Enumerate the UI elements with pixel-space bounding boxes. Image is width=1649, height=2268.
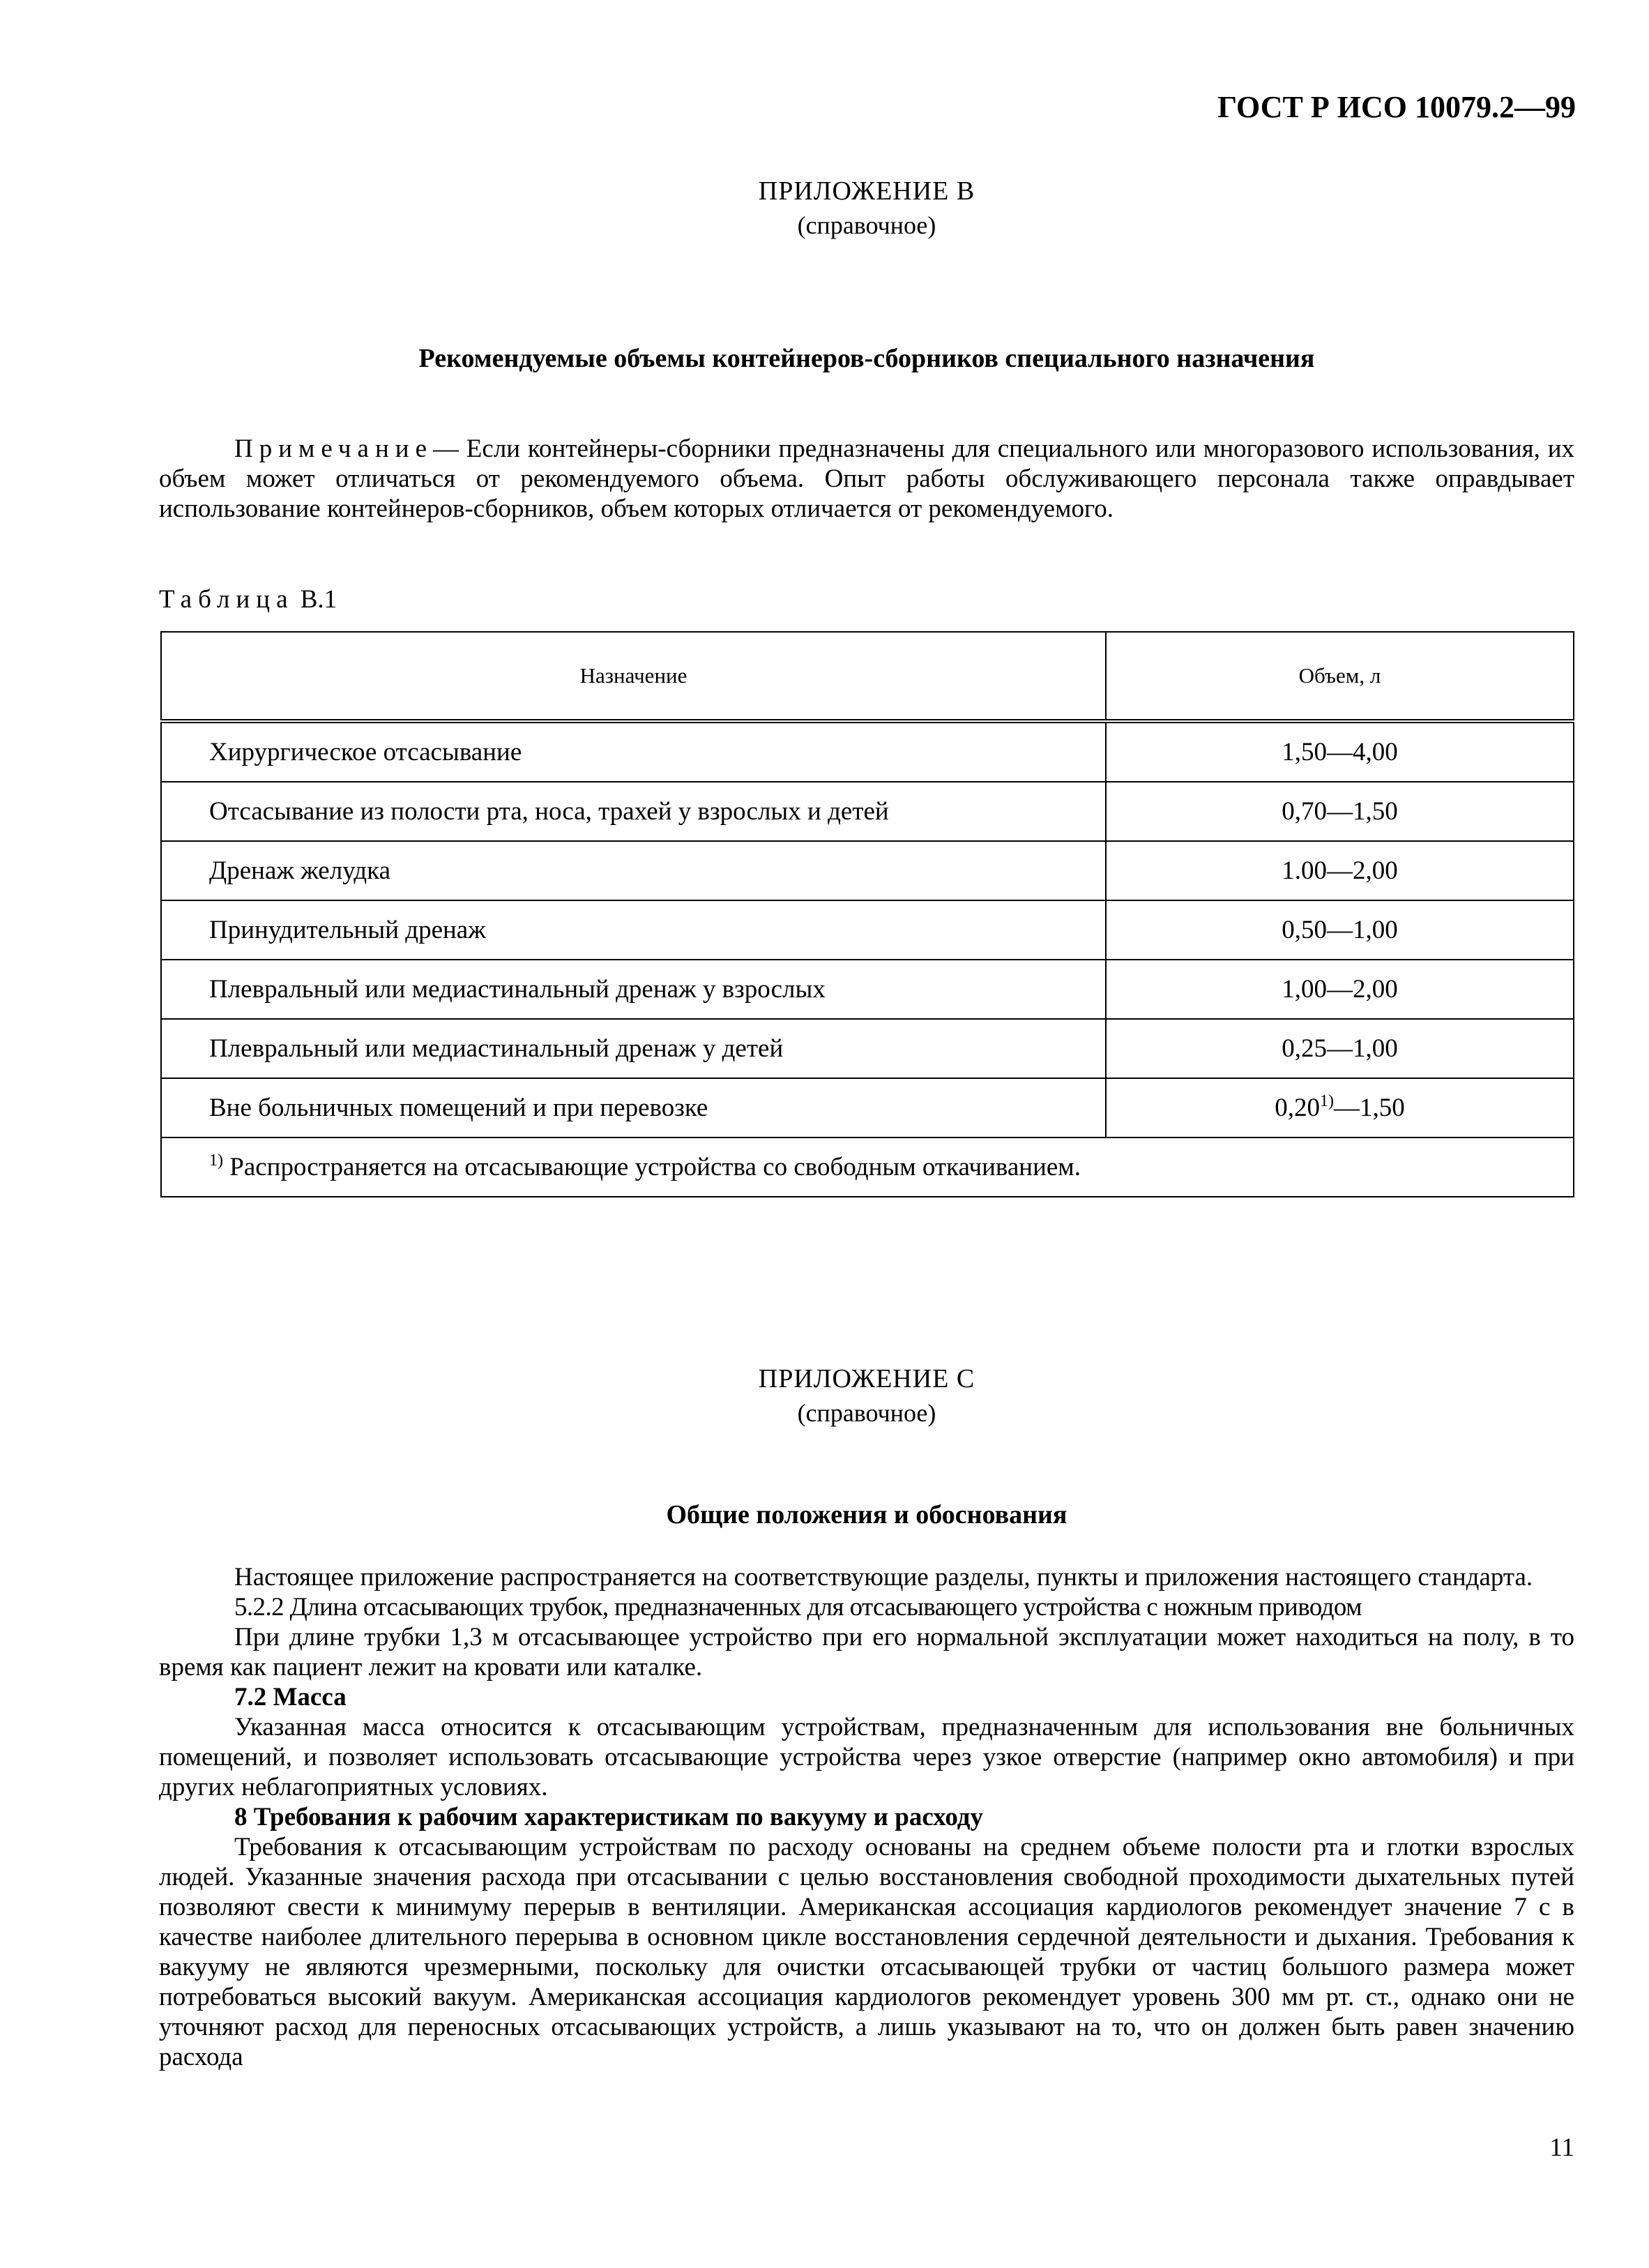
table-label (159, 584, 337, 614)
table-row (161, 960, 1574, 1019)
table-row (161, 841, 1574, 900)
cell-volume: 0,70—1,50 (1106, 782, 1574, 841)
cell-volume (1106, 1078, 1574, 1137)
volume-min: 0,20 (1275, 1094, 1320, 1122)
section-8-text: Требования к отсасывающим устройствам по расходу основаны на среднем объеме полости рта и глотки взрослых людей. Указанные значения расхода при отсасывании с целью восстановления свободной проходимости дыхательных путей позволяют свести к минимуму перерыв в вентиляции. Американская ассоциация кардиологов рекомендует значение 7 с в качестве наиболее длительного перерыва в основном цикле восстановления сердечной деятельности и дыхания. Требования к вакууму не являются чрезмерными, поскольку для очистки отсасывающей трубки от частиц большого размера может потребоваться высокий вакуум. Американская ассоциация кардиологов рекомендует уровень 300 мм рт. ст., однако они не уточняют расход для переносных отсасывающих устройств, а лишь указывают на то, что он должен быть равен значению расхода (159, 1833, 1574, 2071)
cell-purpose: Дренаж желудка (161, 841, 1106, 900)
cell-volume: 0,50—1,00 (1106, 900, 1574, 960)
cell-volume: 1,00—2,00 (1106, 960, 1574, 1019)
table-row (161, 1019, 1574, 1078)
footnote-mark: 1) (209, 1151, 223, 1170)
paragraph: 5.2.2 Длина отсасывающих трубок, предназначенных для отсасывающего устройства с ножным приводом (234, 1593, 1362, 1621)
column-header-purpose: Назначение (161, 632, 1106, 721)
appendix-b-heading: Рекомендуемые объемы контейнеров-сборников специального назначения (418, 344, 1315, 373)
paragraph: При длине трубки 1,3 м отсасывающее устройство при его нормальной эксплуатации может находиться на полу, в то время как пациент лежит на кровати или каталке. (159, 1623, 1574, 1681)
page-number: 11 (1549, 2133, 1574, 2162)
section-7-2-text: Указанная масса относится к отсасывающим устройствам, предназначенным для использования вне больничных помещений, и позволяет использовать отсасывающие устройства через узкое отверстие (например окно автомобиля) и при других неблагоприятных условиях. (159, 1713, 1574, 1801)
footnote-text: Распространяется на отсасывающие устройства со свободным откачиванием. (229, 1153, 1081, 1181)
cell-purpose: Плевральный или медиастинальный дренаж у взрослых (161, 960, 1106, 1019)
document-code: ГОСТ Р ИСО 10079.2—99 (1217, 90, 1576, 124)
cell-purpose: Отсасывание из полости рта, носа, трахей у взрослых и детей (161, 782, 1106, 841)
footnote-ref: 1) (1320, 1092, 1334, 1110)
volumes-table (160, 631, 1574, 1197)
appendix-c-title: ПРИЛОЖЕНИЕ С (758, 1364, 975, 1393)
cell-volume: 1,50—4,00 (1106, 721, 1574, 782)
appendix-c-subtitle: (справочное) (797, 1399, 936, 1427)
table-row (161, 900, 1574, 960)
appendix-b-title: ПРИЛОЖЕНИЕ В (758, 176, 975, 206)
appendix-c-heading: Общие положения и обоснования (666, 1500, 1067, 1529)
appendix-b-note (159, 434, 1574, 524)
paragraph: Настоящее приложение распространяется на соответствующие разделы, пункты и приложения настоящего стандарта. (234, 1563, 1533, 1592)
cell-purpose: Хирургическое отсасывание (161, 721, 1106, 782)
table-label-word: Таблица (159, 585, 294, 614)
table-label-number: B.1 (300, 585, 337, 614)
note-text: — Если контейнеры-сборники предназначены для специального или многоразового использования, их объем может отличаться от рекомендуемого объема. Опыт работы обслуживающего персонала также оправдывает использование контейнеров-сборников, объем которых отличается от рекомендуемого. (159, 434, 1574, 523)
cell-volume: 1.00—2,00 (1106, 841, 1574, 900)
appendix-b-subtitle: (справочное) (797, 211, 936, 239)
appendix-c-body (159, 1562, 1574, 2072)
table-row (161, 782, 1574, 841)
volume-max: —1,50 (1334, 1094, 1405, 1122)
table-footnote-row (161, 1137, 1574, 1197)
table-row (161, 1078, 1574, 1137)
cell-purpose: Плевральный или медиастинальный дренаж у детей (161, 1019, 1106, 1078)
note-label: Примечание (234, 434, 433, 463)
cell-purpose: Вне больничных помещений и при перевозке (161, 1078, 1106, 1137)
section-7-2-title: 7.2 Масса (234, 1683, 347, 1711)
table-header-row (161, 632, 1574, 721)
table-row (161, 721, 1574, 782)
table-footnote (161, 1137, 1574, 1197)
section-8-title: 8 Требования к рабочим характеристикам по вакууму и расходу (234, 1803, 983, 1831)
cell-purpose: Принудительный дренаж (161, 900, 1106, 960)
column-header-volume: Объем, л (1106, 632, 1574, 721)
cell-volume: 0,25—1,00 (1106, 1019, 1574, 1078)
